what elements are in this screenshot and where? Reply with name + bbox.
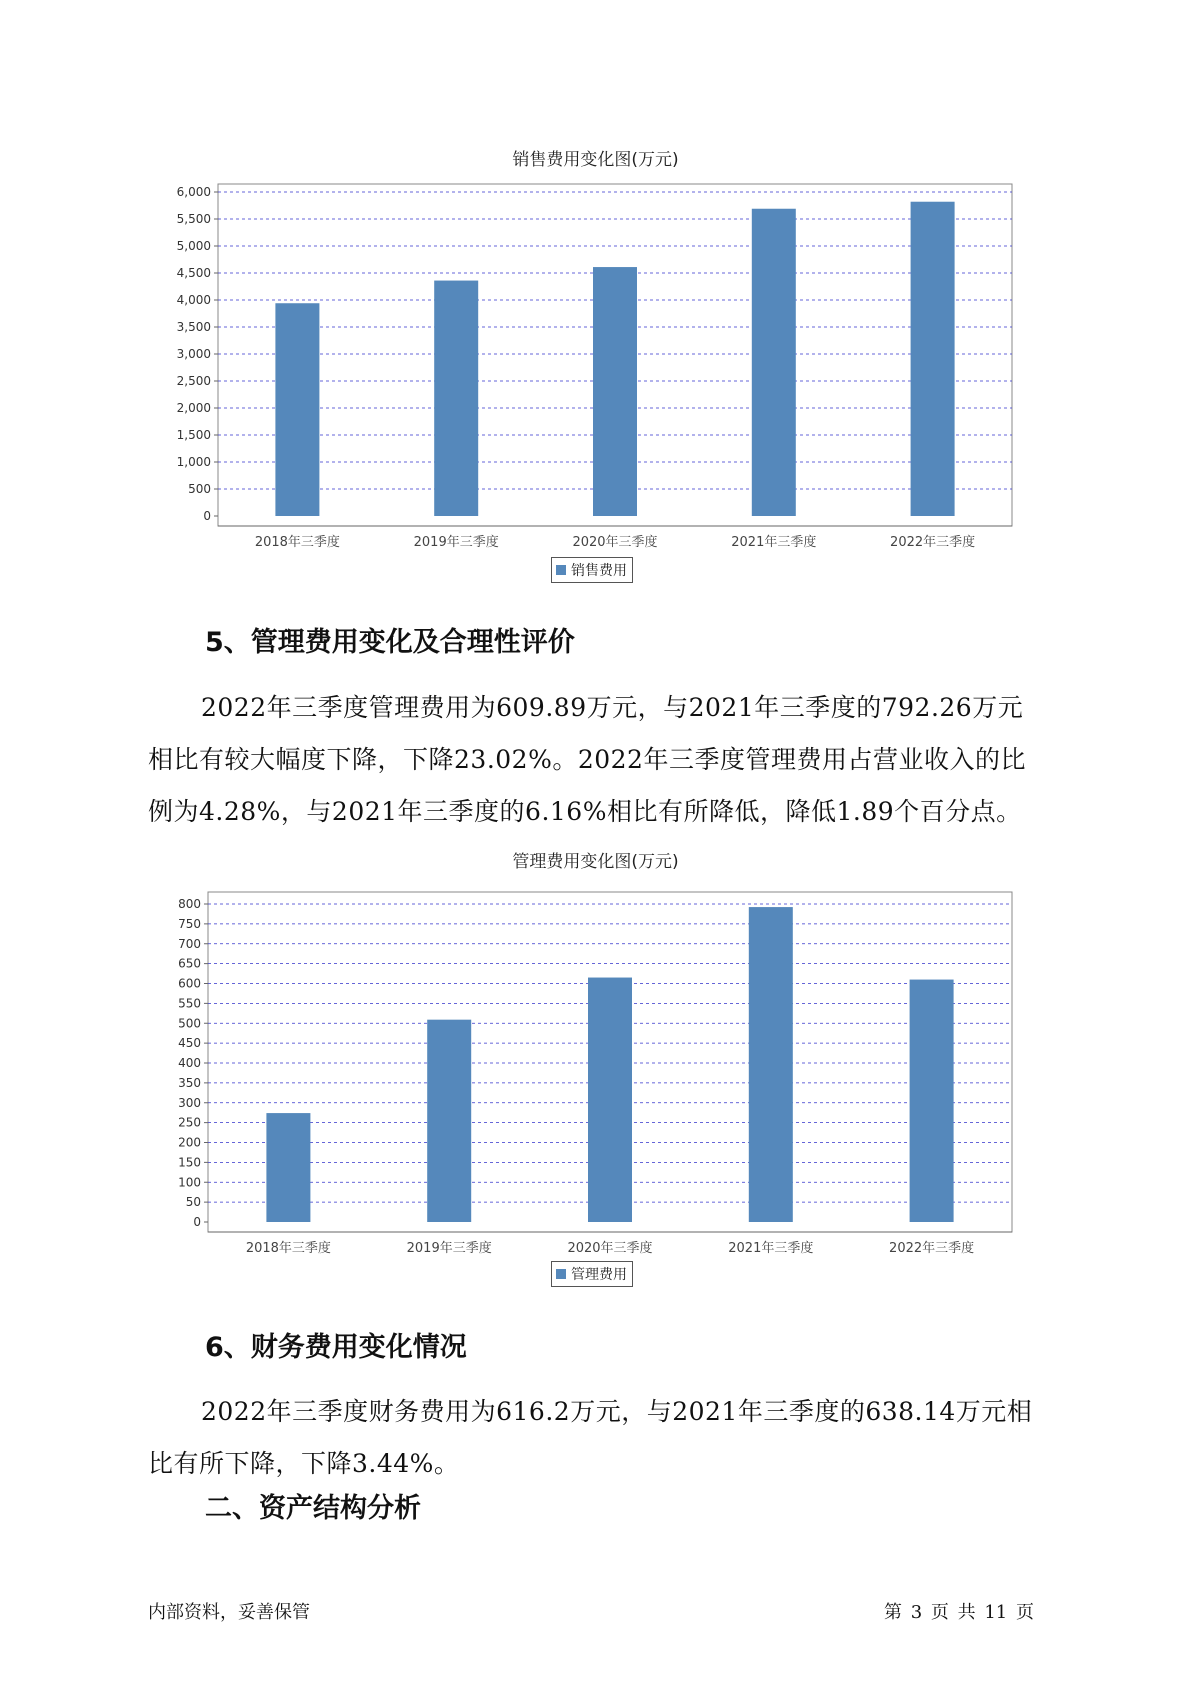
y-tick-label: 500 [178,1016,201,1031]
x-tick-label: 2020年三季度 [572,535,658,550]
y-tick-label: 450 [178,1036,201,1051]
x-tick-label: 2018年三季度 [254,535,340,550]
x-tick-label: 2018年三季度 [245,1241,331,1256]
chart2-title: 管理费用变化图(万元) [512,852,679,872]
x-tick-label: 2022年三季度 [889,1241,975,1256]
footer-confidential: 内部资料，妥善保管 [148,1602,310,1623]
y-tick-label: 0 [203,509,211,523]
bar [427,1020,471,1222]
y-tick-label: 350 [178,1075,201,1090]
y-tick-label: 2,500 [176,374,211,388]
bar [749,907,793,1222]
y-tick-label: 1,000 [176,455,211,469]
x-tick-label: 2019年三季度 [406,1241,492,1256]
y-tick-label: 500 [188,482,211,496]
y-tick-label: 100 [178,1175,201,1190]
footer-page-number: 第 3 页 共 11 页 [884,1602,1034,1623]
legend-swatch [556,1269,566,1279]
x-tick-label: 2022年三季度 [890,535,976,550]
y-tick-label: 250 [178,1115,201,1130]
chart1-title: 销售费用变化图(万元) [512,150,679,170]
y-tick-label: 5,000 [176,239,211,253]
section5-paragraph: 2022年三季度管理费用为609.89万元，与2021年三季度的792.26万元相比有较大幅度下降，下降23.02%。2022年三季度管理费用占营业收入的比例为4.28%，与2021年三季度的6.16%相比有所降低，降低1.89个百分点。 [148,693,1026,826]
chart1-legend-label: 销售费用 [571,563,627,579]
section6-heading: 6、财务费用变化情况 [205,1332,467,1363]
x-tick-label: 2021年三季度 [728,1241,814,1256]
y-tick-label: 550 [178,996,201,1011]
y-tick-label: 4,000 [176,293,211,307]
section5-heading: 5、管理费用变化及合理性评价 [205,627,575,658]
x-tick-label: 2021年三季度 [731,535,817,550]
y-tick-label: 5,500 [176,212,211,226]
y-tick-label: 4,500 [176,266,211,280]
chart2-legend [551,1261,633,1287]
y-tick-label: 50 [185,1195,201,1210]
y-tick-label: 750 [178,916,201,931]
section6-paragraph: 2022年三季度财务费用为616.2万元，与2021年三季度的638.14万元相比有所下降，下降3.44%。 [148,1397,1033,1478]
y-tick-label: 150 [178,1155,201,1170]
y-tick-label: 300 [178,1095,201,1110]
x-tick-label: 2020年三季度 [567,1241,653,1256]
y-tick-label: 2,000 [176,401,211,415]
y-tick-label: 3,500 [176,320,211,334]
bar [910,980,954,1222]
y-tick-label: 0 [193,1215,201,1229]
y-tick-label: 3,000 [176,347,211,361]
chart2-legend-label: 管理费用 [571,1267,627,1283]
y-tick-label: 200 [178,1135,201,1150]
y-tick-label: 1,500 [176,428,211,442]
y-tick-label: 400 [178,1056,201,1070]
y-tick-label: 650 [178,956,201,971]
y-tick-label: 6,000 [176,185,211,199]
bar [588,978,632,1222]
bar [266,1113,310,1222]
y-tick-label: 700 [178,936,201,951]
section2-heading: 二、资产结构分析 [205,1493,421,1524]
x-tick-label: 2019年三季度 [413,535,499,550]
y-tick-label: 800 [178,897,201,911]
y-tick-label: 600 [178,976,201,991]
